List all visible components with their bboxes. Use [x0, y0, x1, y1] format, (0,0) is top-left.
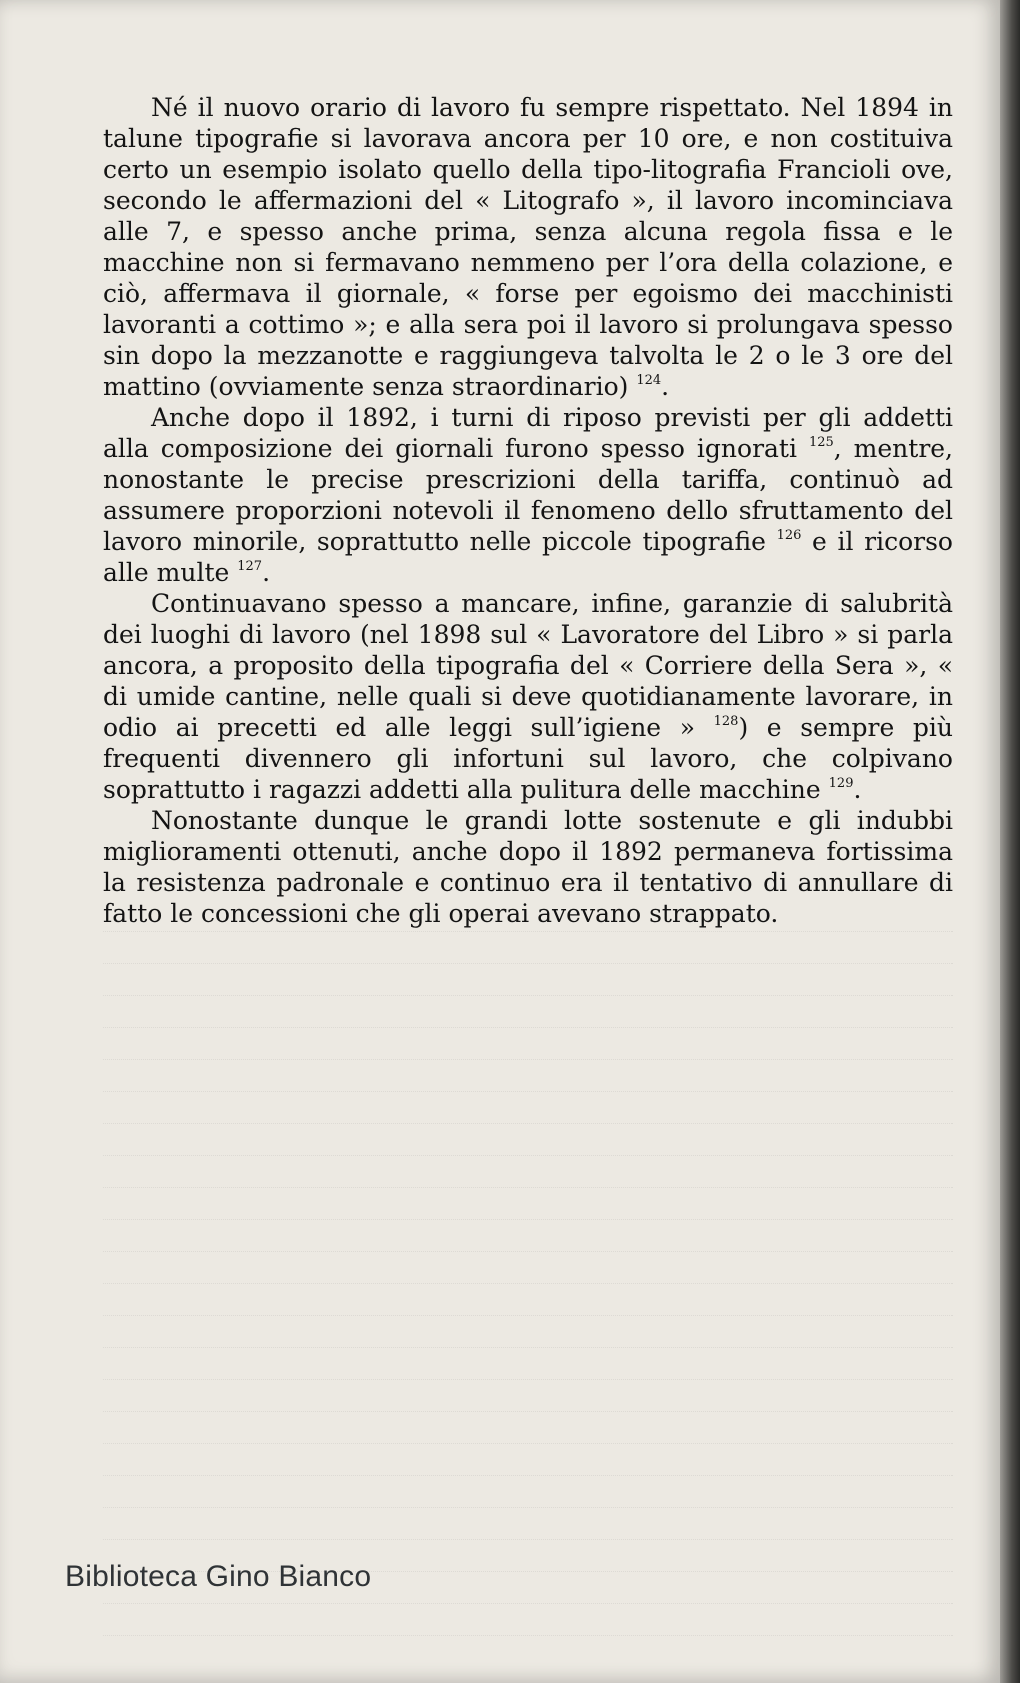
paragraph-1: Né il nuovo orario di lavoro fu sempre rispettato. Nel 1894 in talune tipografie si lavorava ancora per 10 ore, e non costituiva certo un esempio isolato quello della tipo-litografia Francioli ove, secondo le affermazioni del « Litografo », il lavoro incominciava alle 7, e spesso anche prima, senza alcuna regola fissa e le macchine non si fermavano nemmeno per l’ora della colazione, e ciò, affermava il giornale, « forse per egoismo dei macchinisti lavoranti a cottimo »; e alla sera poi il lavoro si prolungava spesso sin dopo la mezzanotte e raggiungeva talvolta le 2 o le 3 ore del mattino (ovviamente senza straordinario) $^{124}$.	[103, 93, 953, 401]
footnote-ref-129: 129	[828, 776, 854, 791]
footnote-ref-126: 126	[776, 528, 802, 543]
footnote-ref-128: 128	[713, 714, 739, 729]
footnote-ref-125: 125	[808, 435, 834, 450]
page-edge-shadow	[1000, 0, 1020, 1683]
show-through-from-reverse	[103, 900, 953, 1636]
paragraph-4: Nonostante dunque le grandi lotte sostenute e gli indubbi miglioramenti ottenuti, anche dopo il 1892 permaneva fortissima la resistenza padronale e continuo era il tentativo di annullare di fatto le concessioni che gli operai avevano strappato.	[103, 806, 953, 928]
paragraph-3: Continuavano spesso a mancare, infine, garanzie di salubrità dei luoghi di lavoro (nel 1898 sul « Lavoratore del Libro » si parla ancora, a proposito della tipografia del « Corriere della Sera », « di umide cantine, nelle quali si deve quotidianamente lavorare, in odio ai precetti ed alle leggi sull’igiene » $^{128}$) e sempre più frequenti divennero gli infortuni sul lavoro, che colpivano soprattutto i ragazzi addetti alla pulitura delle macchine $^{129}$.	[103, 589, 953, 804]
library-watermark: Biblioteca Gino Bianco	[65, 1560, 372, 1593]
footnote-ref-124: 124	[636, 373, 662, 388]
paragraph-2: Anche dopo il 1892, i turni di riposo previsti per gli addetti alla composizione dei giornali furono spesso ignorati $^{125}$, mentre, nonostante le precise prescrizioni della tariffa, continuò ad assumere proporzioni notevoli il fenomeno dello sfruttamento del lavoro minorile, soprattutto nelle piccole tipografie $^{126}$ e il ricorso alle multe $^{127}$.	[103, 403, 954, 587]
footnote-ref-127: 127	[237, 559, 263, 574]
body-text	[103, 92, 953, 929]
